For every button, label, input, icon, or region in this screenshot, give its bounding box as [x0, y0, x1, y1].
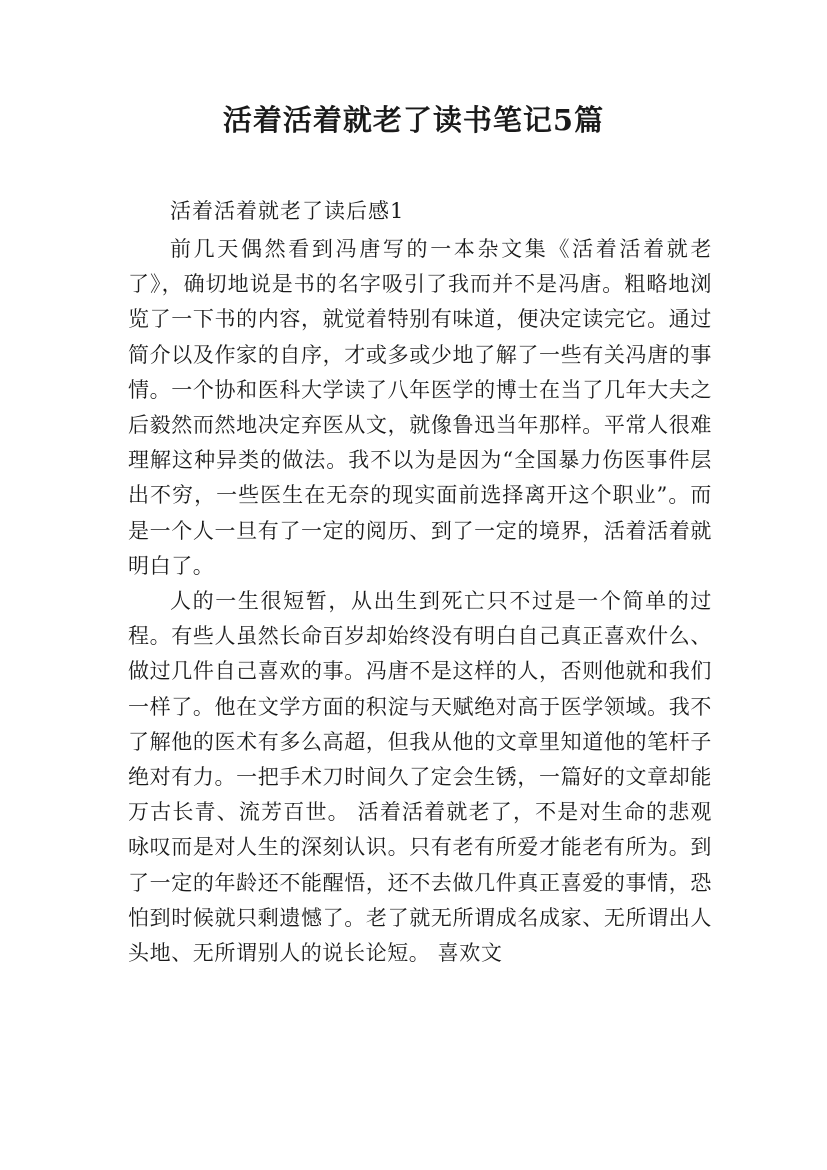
document-title: 活着活着就老了读书笔记5篇 [222, 103, 605, 137]
document-body [128, 232, 712, 971]
section-heading: 活着活着就老了读后感1 [170, 199, 405, 223]
paragraph-2: 人的一生很短暂，从出生到死亡只不过是一个简单的过程。有些人虽然长命百岁却始终没有明白自己真正喜欢什么、做过几件自己喜欢的事。冯唐不是这样的人，否则他就和我们一样了。他在文学方面的积淀与天赋绝对高于医学领域。我不了解他的医术有多么高超，但我从他的文章里知道他的笔杆子绝对有力。一把手术刀时间久了定会生锈，一篇好的文章却能万古长青、流芳百世。 活着活着就老了，不是对生命的悲观咏叹而是对人生的深刻认识。只有老有所爱才能老有所为。到了一定的年龄还不能醒悟，还不去做几件真正喜爱的事情，恐怕到时候就只剩遗憾了。老了就无所谓成名成家、无所谓出人头地、无所谓别人的说长论短。 喜欢文 [128, 589, 712, 966]
paragraph-1: 前几天偶然看到冯唐写的一本杂文集《活着活着就老了》，确切地说是书的名字吸引了我而并不是冯唐。粗略地浏览了一下书的内容，就觉着特别有味道，便决定读完它。通过简介以及作家的自序，才或多或少地了解了一些有关冯唐的事情。一个协和医科大学读了八年医学的博士在当了几年大夫之后毅然而然地决定弃医从文，就像鲁迅当年那样。平常人很难理解这种异类的做法。我不以为是因为“全国暴力伤医事件层出不穷，一些医生在无奈的现实面前选择离开这个职业”。而是一个人一旦有了一定的阅历、到了一定的境界，活着活着就明白了。 [128, 237, 712, 578]
